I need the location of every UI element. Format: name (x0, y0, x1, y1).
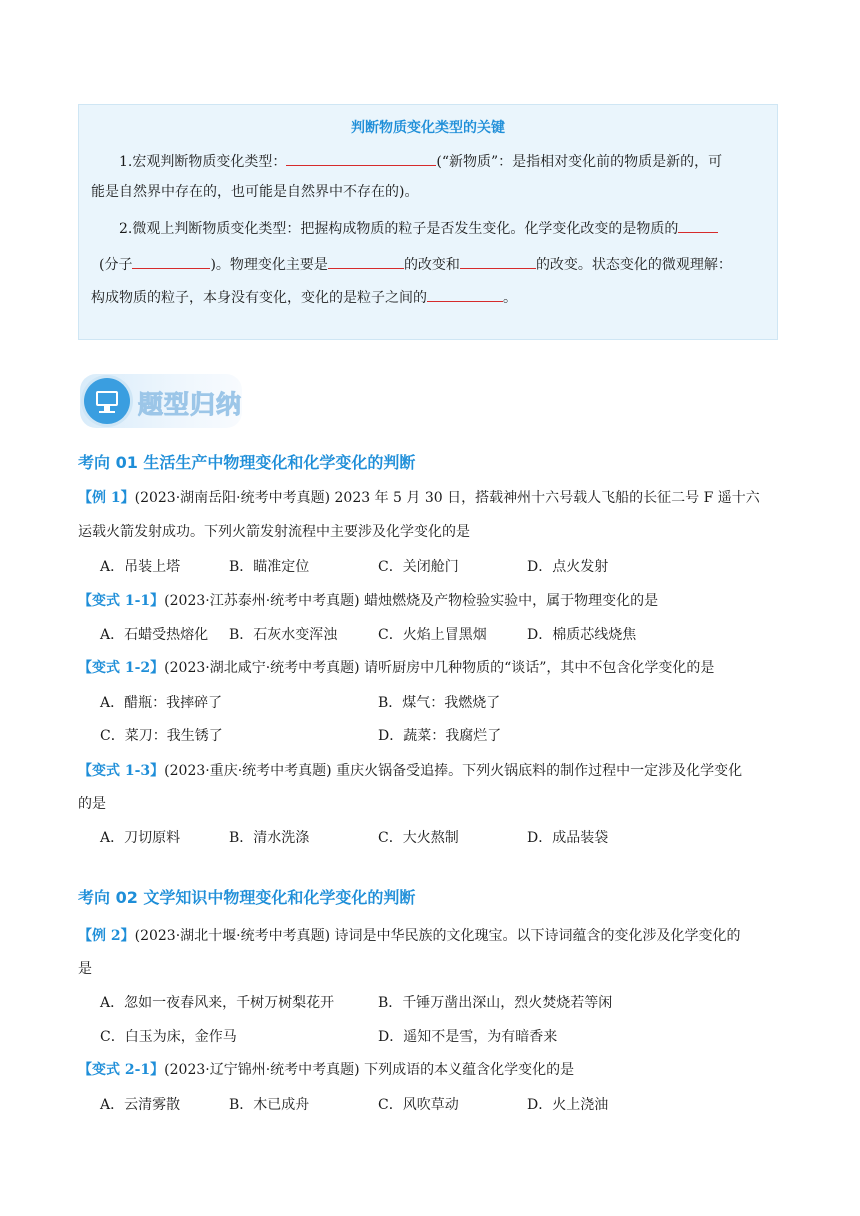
option-a: A．石蜡受热熔化 (100, 627, 209, 643)
fill-blank (286, 150, 436, 166)
option-c: C．白玉为床，金作马 (100, 1029, 237, 1045)
option-a: A．忽如一夜春风来，千树万树梨花开 (100, 995, 335, 1011)
question-text: 【变式 1-3】(2023·重庆·统考中考真题) 重庆火锅备受追捧。下列火锅底料的制作过程中一定涉及化学变化 (78, 763, 743, 779)
question-tag: 【变式 1-2】 (78, 660, 165, 676)
option-c: C．菜刀：我生锈了 (100, 728, 223, 744)
question-text: 【变式 1-2】(2023·湖北咸宁·统考中考真题) 请听厨房中几种物质的“谈话”，其中不包含化学变化的是 (78, 660, 715, 676)
option-b: B．木已成舟 (229, 1097, 310, 1113)
option-c: C．大火熬制 (378, 830, 459, 846)
question-text: 运载火箭发射成功。下列火箭发射流程中主要涉及化学变化的是 (78, 524, 470, 540)
option-d: D．成品装袋 (527, 830, 609, 846)
option-a: A．醋瓶：我摔碎了 (100, 695, 223, 711)
question-tag: 【变式 2-1】 (78, 1062, 165, 1078)
section-heading: 考向 01 生活生产中物理变化和化学变化的判断 (78, 453, 416, 472)
option-a: A．吊装上塔 (100, 559, 181, 575)
question-text: 【变式 1-1】(2023·江苏泰州·统考中考真题) 蜡烛燃烧及产物检验实验中，属于物理变化的是 (78, 593, 659, 609)
key-line-4: (分子 )。物理变化主要是 的改变和 的改变。状态变化的微观理解： (99, 253, 732, 276)
option-c: C．关闭舱门 (378, 559, 459, 575)
question-tag: 【变式 1-3】 (78, 763, 165, 779)
option-a: A．刀切原料 (100, 830, 181, 846)
question-text: 【例 1】(2023·湖南岳阳·统考中考真题) 2023 年 5 月 30 日，搭载神州十六号载人飞船的长征二号 F 遥十六 (78, 490, 760, 506)
key-line-1: 1.宏观判断物质变化类型： (“新物质”：是指相对变化前的物质是新的，可 (119, 150, 722, 173)
key-line-3: 2.微观上判断物质变化类型：把握构成物质的粒子是否发生变化。化学变化改变的是物质的 (119, 217, 718, 240)
option-b: B．煤气：我燃烧了 (378, 695, 501, 711)
option-b: B．清水洗涤 (229, 830, 310, 846)
monitor-icon (84, 378, 130, 424)
option-d: D．点火发射 (527, 559, 609, 575)
option-d: D．遥知不是雪，为有暗香来 (378, 1029, 558, 1045)
question-tag: 【例 2】 (78, 928, 135, 944)
option-b: B．石灰水变浑浊 (229, 627, 338, 643)
question-text: 的是 (78, 796, 106, 812)
question-text: 【例 2】(2023·湖北十堰·统考中考真题) 诗词是中华民族的文化瑰宝。以下诗词蕴含的变化涉及化学变化的 (78, 928, 741, 944)
option-d: D．蔬菜：我腐烂了 (378, 728, 502, 744)
option-a: A．云清雾散 (100, 1097, 181, 1113)
option-c: C．火焰上冒黑烟 (378, 627, 487, 643)
fill-blank (678, 217, 718, 233)
section-badge (80, 374, 242, 428)
option-d: D．棉质芯线烧焦 (527, 627, 637, 643)
fill-blank (460, 253, 536, 269)
key-points-box (78, 104, 778, 340)
option-c: C．风吹草动 (378, 1097, 459, 1113)
key-points-title: 判断物质变化类型的关键 (351, 120, 505, 136)
fill-blank (427, 286, 503, 302)
option-d: D．火上浇油 (527, 1097, 609, 1113)
badge-title: 题型归纳 (138, 390, 243, 419)
question-text: 是 (78, 961, 92, 977)
key-line-2: 能是自然界中存在的，也可能是自然界中不存在的)。 (91, 184, 419, 200)
option-b: B．瞄准定位 (229, 559, 310, 575)
fill-blank (328, 253, 404, 269)
question-tag: 【例 1】 (78, 490, 135, 506)
option-b: B．千锤万凿出深山，烈火焚烧若等闲 (378, 995, 613, 1011)
question-text: 【变式 2-1】(2023·辽宁锦州·统考中考真题) 下列成语的本义蕴含化学变化的是 (78, 1062, 575, 1078)
fill-blank (132, 253, 210, 269)
section-heading: 考向 02 文学知识中物理变化和化学变化的判断 (78, 888, 416, 907)
key-line-5: 构成物质的粒子，本身没有变化，变化的是粒子之间的 。 (91, 286, 517, 309)
question-tag: 【变式 1-1】 (78, 593, 165, 609)
